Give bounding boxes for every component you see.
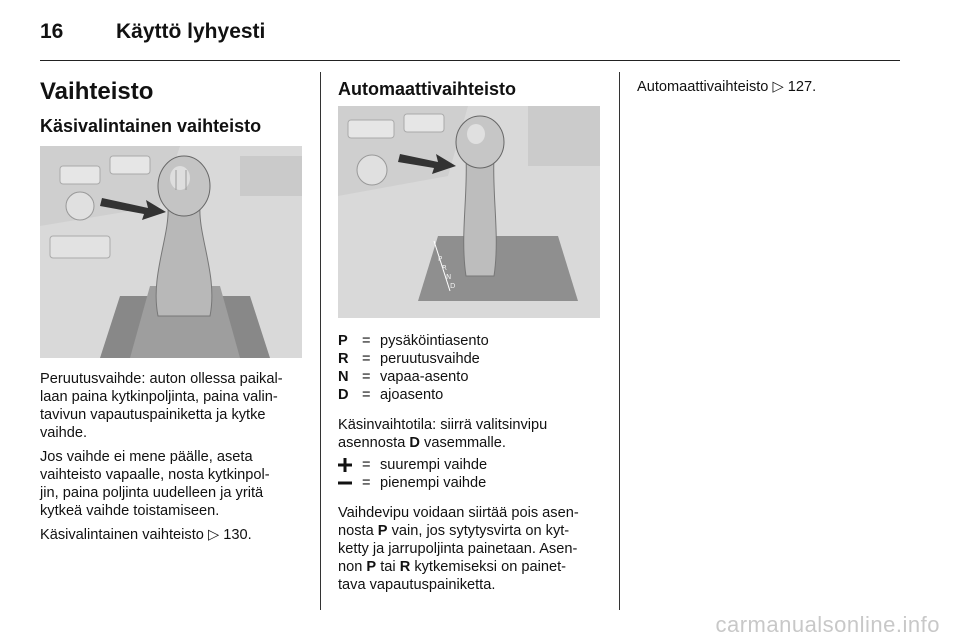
key-r: R [399, 559, 411, 575]
shift-legend [338, 456, 487, 492]
para1-line1: Peruutusvaihde: auton ollessa paikal- [40, 371, 283, 387]
key-p: P [377, 523, 388, 539]
reference-page: 130. [223, 527, 252, 543]
release-line1: Vaihdevipu voidaan siirtää pois asen- [338, 505, 579, 521]
legend-key: R [338, 351, 349, 367]
legend-row-d [338, 386, 489, 404]
legend-row-p [338, 332, 489, 350]
plus-icon [338, 456, 362, 474]
reference-text: Automaattivaihteisto [637, 79, 769, 95]
automatic-gearbox-figure [338, 106, 600, 318]
legend-eq: = [362, 369, 371, 385]
manual-mode-line1: Käsinvaihtotila: siirrä valitsinvipu [338, 417, 548, 433]
legend-key: N [338, 369, 349, 385]
para2-line4: kytkeä vaihde toistamiseen. [40, 503, 220, 519]
para2-line2: vaihteisto vapaalle, nosta kytkinpol- [40, 467, 270, 483]
subsection-title-manual: Käsivalintainen vaihteisto [40, 116, 262, 136]
legend-eq: = [362, 387, 371, 403]
para2-line3: jin, paina poljinta uudelleen ja yritä [40, 485, 264, 501]
svg-text:N: N [446, 273, 452, 281]
shift-row-minus [338, 474, 487, 492]
shift-row-plus [338, 456, 487, 474]
manual-gearbox-reference[interactable] [40, 526, 252, 544]
page-ref-arrow-icon: ▷ [207, 527, 220, 543]
header-rule [40, 60, 900, 61]
legend-text: suurempi vaihde [380, 457, 488, 473]
page-ref-arrow-icon: ▷ [772, 79, 784, 95]
chapter-title: Käyttö lyhyesti [116, 20, 266, 43]
svg-text:D: D [450, 282, 456, 290]
release-line2: nosta P vain, jos sytytysvirta on kyt- [338, 523, 570, 539]
legend-text: pysäköintiasento [380, 333, 489, 349]
legend-eq: = [362, 333, 371, 349]
svg-text:R: R [442, 264, 447, 272]
reference-page: 127. [787, 79, 817, 95]
gear-position-legend [338, 332, 489, 404]
minus-icon [338, 474, 362, 492]
legend-key: P [338, 333, 348, 349]
column-divider-2 [619, 72, 620, 610]
release-line5: tava vapautuspainiketta. [338, 577, 496, 593]
release-line3: ketty ja jarrupoljinta painetaan. Asen- [338, 541, 578, 557]
legend-text: ajoasento [380, 387, 444, 403]
key-p: P [366, 559, 377, 575]
automatic-gearbox-reference[interactable] [637, 78, 816, 96]
section-title: Vaihteisto [40, 78, 154, 105]
legend-text: peruutusvaihde [380, 351, 480, 367]
key-d: D [409, 435, 420, 451]
para1-line4: vaihde. [40, 425, 88, 441]
reference-text: Käsivalintainen vaihteisto [40, 527, 204, 543]
legend-text: pienempi vaihde [380, 475, 487, 491]
manual-mode-line2: asennosta D vasemmalle. [338, 435, 506, 451]
para2-line1: Jos vaihde ei mene päälle, aseta [40, 449, 253, 465]
legend-row-r [338, 350, 489, 368]
legend-row-n [338, 368, 489, 386]
legend-eq: = [362, 457, 371, 473]
legend-eq: = [362, 351, 371, 367]
legend-text: vapaa-asento [380, 369, 469, 385]
legend-eq: = [362, 475, 371, 491]
subsection-title-automatic: Automaattivaihteisto [338, 79, 517, 99]
svg-text:P: P [438, 255, 443, 263]
release-line4: non P tai R kytkemiseksi on painet- [338, 559, 566, 575]
manual-gearbox-figure [40, 146, 302, 358]
page-number: 16 [40, 20, 64, 43]
legend-key: D [338, 387, 349, 403]
watermark: carmanualsonline.info [715, 612, 940, 637]
para1-line3: tavivun vapautuspainiketta ja kytke [40, 407, 266, 423]
para1-line2: laan paina kytkinpoljinta, paina valin- [40, 389, 278, 405]
column-divider-1 [320, 72, 321, 610]
